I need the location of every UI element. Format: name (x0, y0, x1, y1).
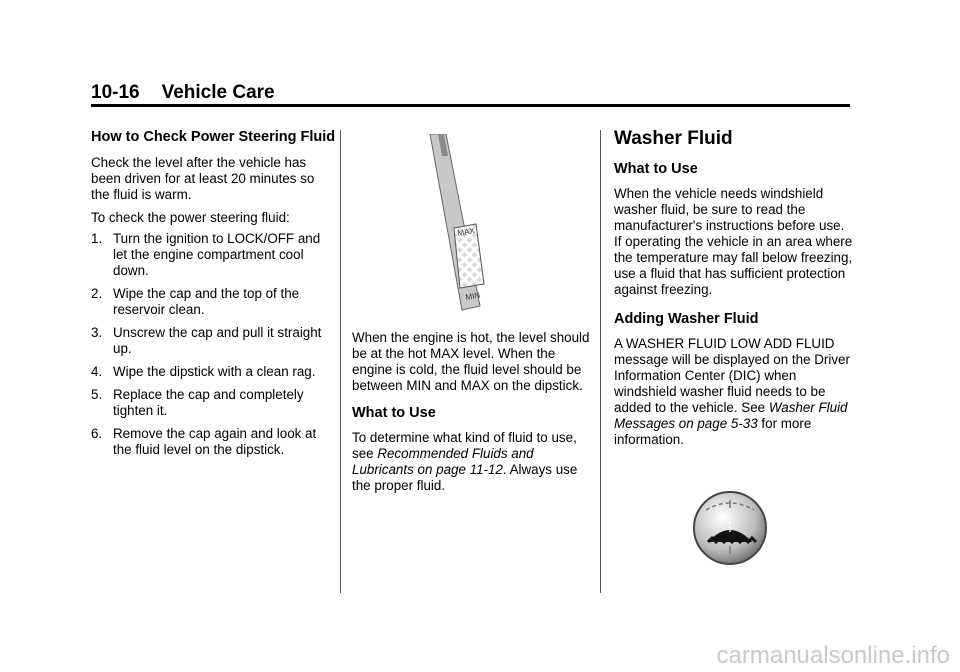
fluid-paragraph: To determine what kind of fluid to use, see Recommended Fluids and Lubricants on page 11-12. Always use the proper fluid. (352, 430, 578, 493)
middle-column (352, 330, 592, 494)
what-to-use-heading-right: What to Use (614, 161, 698, 177)
list-item: 1. Turn the ignition to LOCK/OFF and let the engine compartment cool down. (91, 231, 321, 278)
header-rule (91, 104, 850, 107)
list-item: 6. Remove the cap again and look at the fluid level on the dipstick. (91, 426, 317, 457)
washer-fluid-title: Washer Fluid (614, 128, 733, 149)
dipstick-icon (430, 134, 484, 310)
dipstick-max-label: MAX (456, 226, 476, 238)
power-steering-heading: How to Check Power Steering Fluid (91, 129, 336, 145)
lead-paragraph: To check the power steering fluid: (91, 210, 290, 225)
right-column (614, 128, 854, 448)
page-number: 10-16 (91, 82, 140, 103)
steps-list (91, 231, 336, 458)
left-column (91, 128, 336, 458)
list-item: 5. Replace the cap and completely tighten it. (91, 387, 304, 418)
list-item: 3. Unscrew the cap and pull it straight up. (91, 325, 322, 356)
chapter-title: Vehicle Care (161, 82, 275, 103)
dipstick-caption: When the engine is hot, the level should be at the hot MAX level. When the engine is cold, the fluid level should be between MIN and MAX on the dipstick. (352, 330, 590, 393)
recommended-fluids-reference[interactable]: Recommended Fluids and Lubricants on page 11-12 (352, 446, 534, 477)
list-item: 2. Wipe the cap and the top of the reservoir clean. (91, 286, 300, 317)
dipstick-min-label: MIN (464, 290, 481, 302)
washer-messages-reference[interactable]: Washer Fluid Messages on page 5-33 (614, 400, 848, 431)
what-to-use-paragraph: When the vehicle needs windshield washer fluid, be sure to read the manufacturer's instructions before use. If operating the vehicle in an area where the temperature may fall below freezing, use a fluid that has sufficient protection against freezing. (614, 186, 853, 297)
what-to-use-heading: What to Use (352, 405, 436, 421)
washer-fluid-symbol-icon (686, 488, 776, 568)
watermark: carmanualsonline.info (716, 642, 950, 669)
intro-paragraph: Check the level after the vehicle has been driven for at least 20 minutes so the fluid is warm. (91, 155, 315, 202)
adding-paragraph: A WASHER FLUID LOW ADD FLUID message will be displayed on the Driver Information Center (DIC) when windshield washer fluid needs to be added to the vehicle. See Washer Fluid Messages on page 5-33 for more information. (614, 336, 850, 447)
dipstick-illustration (420, 134, 510, 312)
column-divider-right (600, 130, 601, 593)
adding-washer-fluid-heading: Adding Washer Fluid (614, 311, 759, 327)
list-item: 4. Wipe the dipstick with a clean rag. (91, 364, 316, 379)
column-divider-left (340, 130, 341, 593)
page-header (91, 82, 275, 104)
